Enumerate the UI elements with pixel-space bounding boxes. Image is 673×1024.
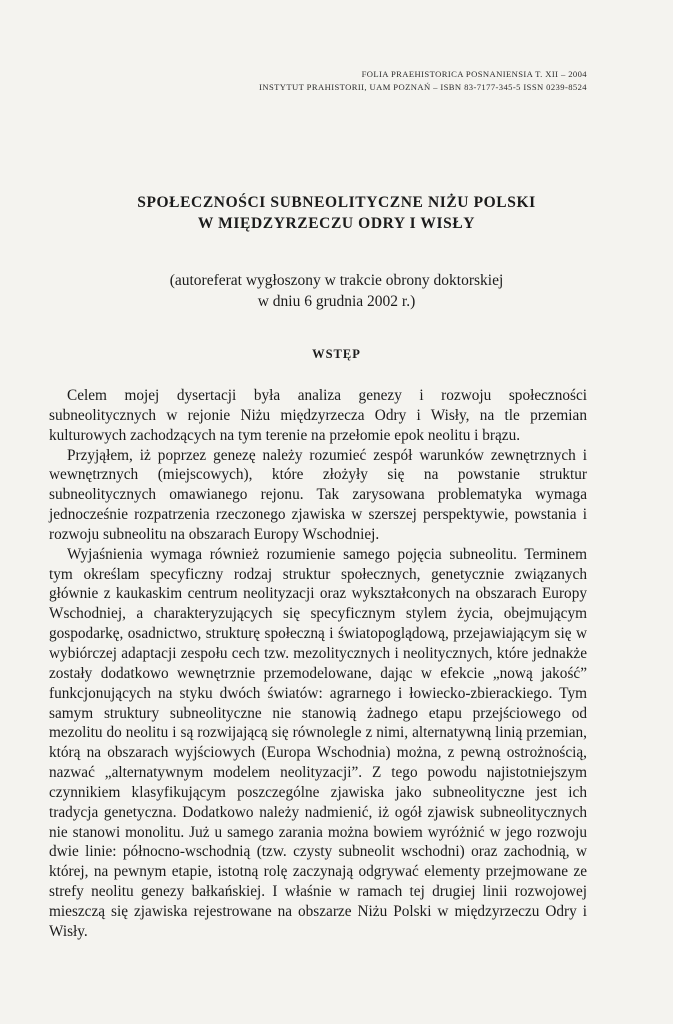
header-publisher-line: INSTYTUT PRAHISTORII, UAM POZNAŃ – ISBN 83-7177-345-5 ISSN 0239-8524 xyxy=(259,82,587,92)
title-line-1: SPOŁECZNOŚCI SUBNEOLITYCZNE NIŻU POLSKI xyxy=(137,194,536,211)
body-text xyxy=(49,386,587,942)
section-heading: WSTĘP xyxy=(312,347,361,361)
article-title xyxy=(0,192,673,234)
header-journal-line: FOLIA PRAEHISTORICA POSNANIENSIA T. XII – 2004 xyxy=(361,69,587,79)
running-header xyxy=(259,68,587,94)
subtitle-line-2: w dniu 6 grudnia 2002 r.) xyxy=(257,293,416,310)
subtitle-line-1: (autoreferat wygłoszony w trakcie obrony doktorskiej xyxy=(169,272,504,289)
title-line-2: W MIĘDZYRZECZU ODRY I WISŁY xyxy=(197,215,476,232)
article-subtitle xyxy=(0,270,673,312)
paragraph: Przyjąłem, iż poprzez genezę należy rozumieć zespół warunków zewnętrznych i wewnętrznych (miejscowych), które złożyły się na powstanie struktur subneolitycznych omawianego rejonu. Tak zarysowana problematyka wymaga jednocześnie rozpatrzenia rzeczonego zjawiska w szerszej perspektywie, powstania i rozwoju subneolitu na obszarach Europy Wschodniej. xyxy=(49,446,587,543)
paragraph: Wyjaśnienia wymaga również rozumienie samego pojęcia subneolitu. Terminem tym określam specyficzny rodzaj struktur społecznych, genetycznie związanych głównie z kaukaskim centrum neolityzacji oraz wykształconych na obszarach Europy Wschodniej, a charakteryzujących się specyficznym stylem życia, obejmującym gospodarkę, osadnictwo, strukturę społeczną i światopoglądową, przejawiającym się w wybiórczej adaptacji zespołu cech tzw. mezolitycznych i neolitycznych, które jednakże zostały dodatkowo wewnętrznie przemodelowane, dając w efekcie „nową jakość” funkcjonujących na styku dwóch światów: agrarnego i łowiecko-zbierackiego. Tym samym struktury subneolityczne nie stanowią żadnego etapu przejściowego od mezolitu do neolitu i są rozwijającą się równolegle z nimi, alternatywną linią przemian, którą na obszarach wyjściowych (Europa Wschodnia) można, z pewną ostrożnością, nazwać „alternatywnym modelem neolityzacji”. Z tego powodu najistotniejszym czynnikiem klasyfikującym poszczególne zjawiska jako subneolityczne jest ich tradycja genetyczna. Dodatkowo należy nadmienić, iż ogół zjawisk subneolitycznych nie stanowi monolitu. Już u samego zarania można bowiem wyróżnić w jego rozwoju dwie linie: północno-wschodnią (tzw. czysty subneolit wschodni) oraz zachodnią, w której, na pewnym etapie, istotną rolę zaczynają odgrywać elementy przejmowane ze strefy neolitu genezy bałkańskiej. I właśnie w ramach tej drugiej linii rozwojowej mieszczą się zjawiska rejestrowane na obszarze Niżu Polski w międzyrzeczu Odry i Wisły. xyxy=(49,545,587,940)
paragraph: Celem mojej dysertacji była analiza genezy i rozwoju społeczności subneolitycznych w rejonie Niżu międzyrzecza Odry i Wisły, na tle przemian kulturowych zachodzących na tym terenie na przełomie epok neolitu i brązu. xyxy=(49,387,587,444)
